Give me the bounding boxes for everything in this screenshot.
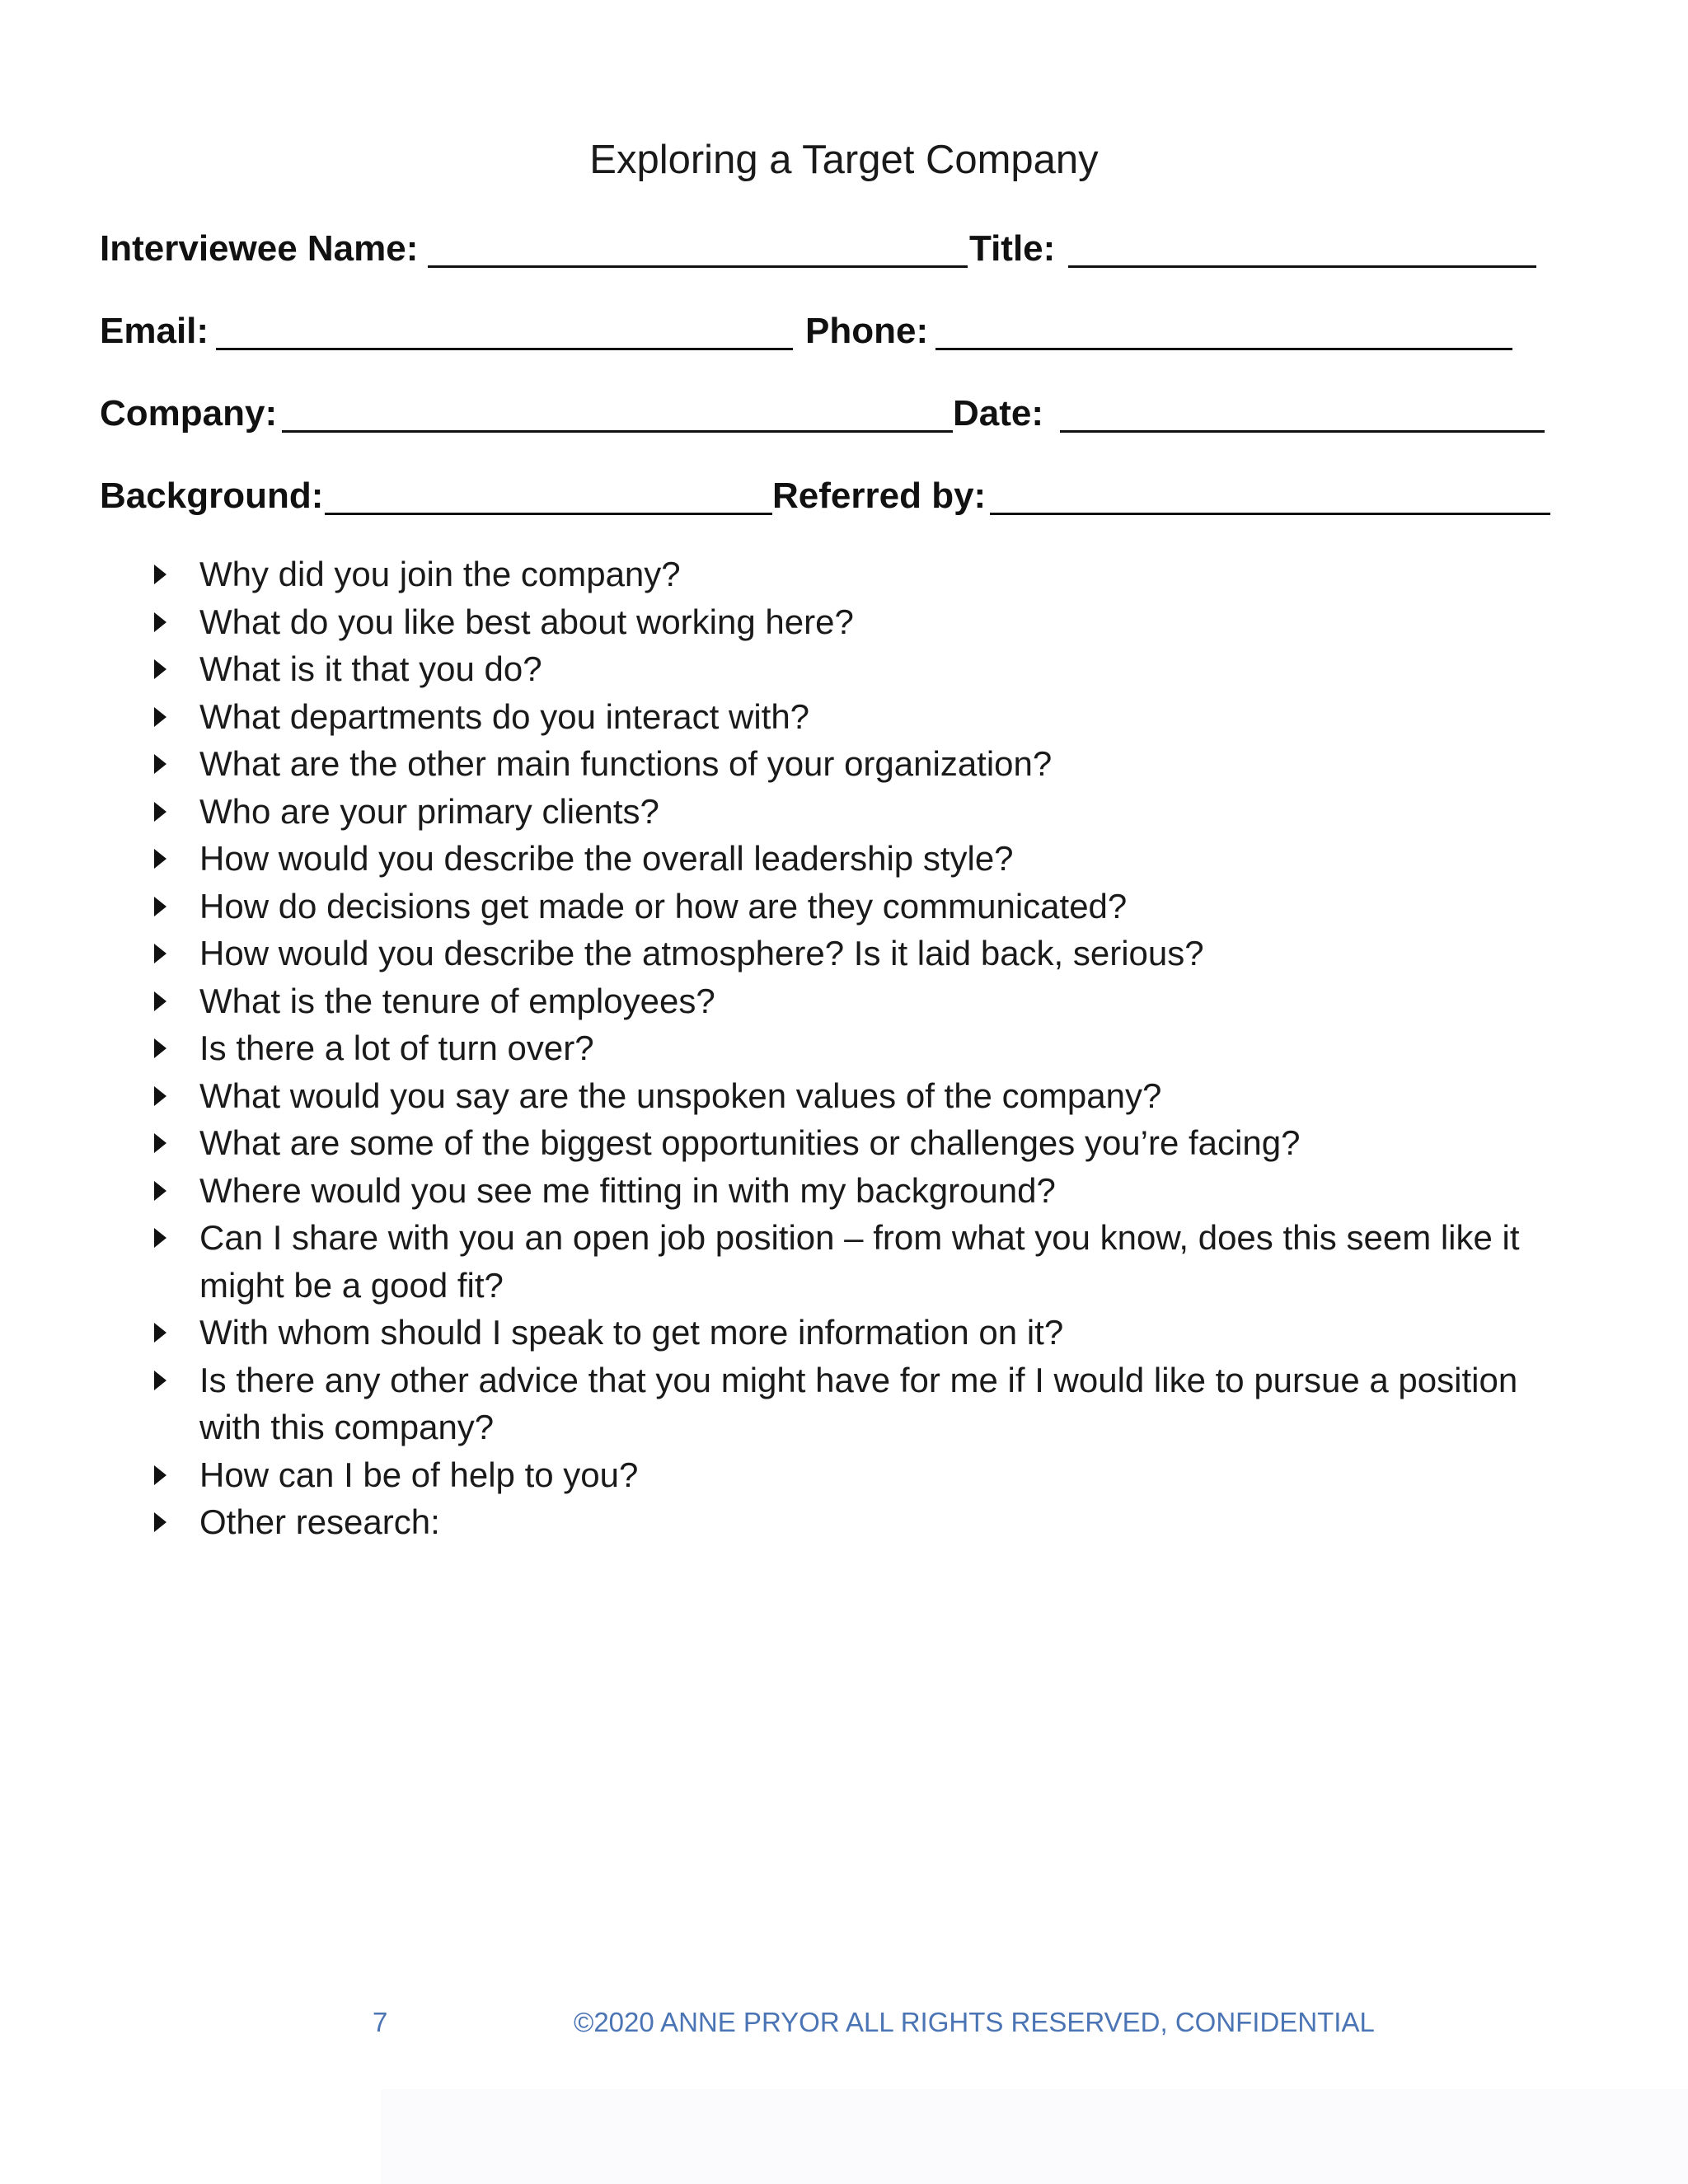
bullet-arrow-icon xyxy=(154,612,166,632)
email-label: Email: xyxy=(100,311,209,351)
page-title: Exploring a Target Company xyxy=(589,138,1099,182)
bullet-arrow-icon xyxy=(154,659,166,679)
background-label: Background: xyxy=(100,476,324,516)
bullet-arrow-icon xyxy=(154,1181,166,1201)
footer-page-number: 7 xyxy=(373,2007,388,2037)
list-item xyxy=(150,693,1584,741)
bullet-arrow-icon xyxy=(154,849,166,869)
question-text: Why did you join the company? xyxy=(199,555,681,593)
question-text: Who are your primary clients? xyxy=(199,791,659,831)
bullet-arrow-icon xyxy=(154,707,166,727)
question-text: How would you describe the atmosphere? Is it laid back, serious? xyxy=(199,934,1204,972)
interviewee-name-blank[interactable] xyxy=(428,265,968,268)
question-text: Other research: xyxy=(199,1502,440,1541)
list-item xyxy=(150,740,1584,788)
phone-blank[interactable] xyxy=(935,348,1512,350)
list-item xyxy=(150,1167,1584,1215)
bullet-arrow-icon xyxy=(154,802,166,822)
referred-by-label: Referred by: xyxy=(772,476,987,516)
bullet-arrow-icon xyxy=(154,1323,166,1343)
question-list xyxy=(150,551,1584,1546)
list-item xyxy=(150,1498,1584,1546)
question-text: How would you describe the overall leadership style? xyxy=(199,839,1014,878)
list-item xyxy=(150,1451,1584,1499)
bullet-arrow-icon xyxy=(154,1465,166,1485)
bullet-arrow-icon xyxy=(154,1371,166,1390)
list-item xyxy=(150,1357,1584,1451)
list-item xyxy=(150,788,1584,836)
question-text: What are some of the biggest opportunities or challenges you’re facing? xyxy=(199,1123,1301,1162)
bullet-arrow-icon xyxy=(154,754,166,774)
footer-copyright: ©2020 ANNE PRYOR ALL RIGHTS RESERVED, CONFIDENTIAL xyxy=(574,2007,1375,2037)
question-text: What departments do you interact with? xyxy=(199,696,810,736)
list-item xyxy=(150,598,1584,646)
bullet-arrow-icon xyxy=(154,944,166,963)
question-text: Is there any other advice that you might have for me if I would like to pursue a position with this company? xyxy=(199,1360,1518,1446)
background-blank[interactable] xyxy=(325,513,772,515)
company-label: Company: xyxy=(100,393,278,434)
bullet-arrow-icon xyxy=(154,565,166,584)
bullet-arrow-icon xyxy=(154,1086,166,1106)
list-item xyxy=(150,883,1584,930)
list-item xyxy=(150,930,1584,977)
question-text: What is it that you do? xyxy=(199,649,542,688)
bullet-arrow-icon xyxy=(154,897,166,916)
page-bottom-shade xyxy=(381,2089,1688,2184)
question-text: What are the other main functions of your organization? xyxy=(199,744,1053,783)
date-label: Date: xyxy=(953,393,1044,434)
bullet-arrow-icon xyxy=(154,1228,166,1248)
bullet-arrow-icon xyxy=(154,991,166,1011)
bullet-arrow-icon xyxy=(154,1038,166,1058)
list-item xyxy=(150,977,1584,1025)
phone-label: Phone: xyxy=(805,311,929,351)
title-label: Title: xyxy=(969,228,1056,269)
list-item xyxy=(150,645,1584,693)
list-item xyxy=(150,1072,1584,1120)
title-blank[interactable] xyxy=(1068,265,1536,268)
email-blank[interactable] xyxy=(216,348,793,350)
company-blank[interactable] xyxy=(282,430,953,433)
list-item xyxy=(150,1024,1584,1072)
list-item xyxy=(150,1214,1584,1309)
question-text: What do you like best about working here? xyxy=(199,602,854,641)
question-text: What would you say are the unspoken values of the company? xyxy=(199,1076,1162,1115)
list-item xyxy=(150,1119,1584,1167)
question-text: With whom should I speak to get more information on it? xyxy=(199,1313,1064,1352)
list-item xyxy=(150,835,1584,883)
question-text: Where would you see me fitting in with my background? xyxy=(199,1170,1056,1210)
referred-by-blank[interactable] xyxy=(990,513,1550,515)
question-text: Can I share with you an open job position – from what you know, does this seem like it might be a good fit? xyxy=(199,1218,1520,1305)
interviewee-name-label: Interviewee Name: xyxy=(100,228,419,269)
bullet-arrow-icon xyxy=(154,1133,166,1153)
question-text: How can I be of help to you? xyxy=(199,1455,639,1494)
question-text: Is there a lot of turn over? xyxy=(199,1029,594,1067)
list-item xyxy=(150,551,1584,598)
bullet-arrow-icon xyxy=(154,1512,166,1532)
date-blank[interactable] xyxy=(1060,430,1545,433)
question-text: How do decisions get made or how are they communicated? xyxy=(199,886,1128,926)
list-item xyxy=(150,1309,1584,1357)
question-text: What is the tenure of employees? xyxy=(199,981,715,1020)
